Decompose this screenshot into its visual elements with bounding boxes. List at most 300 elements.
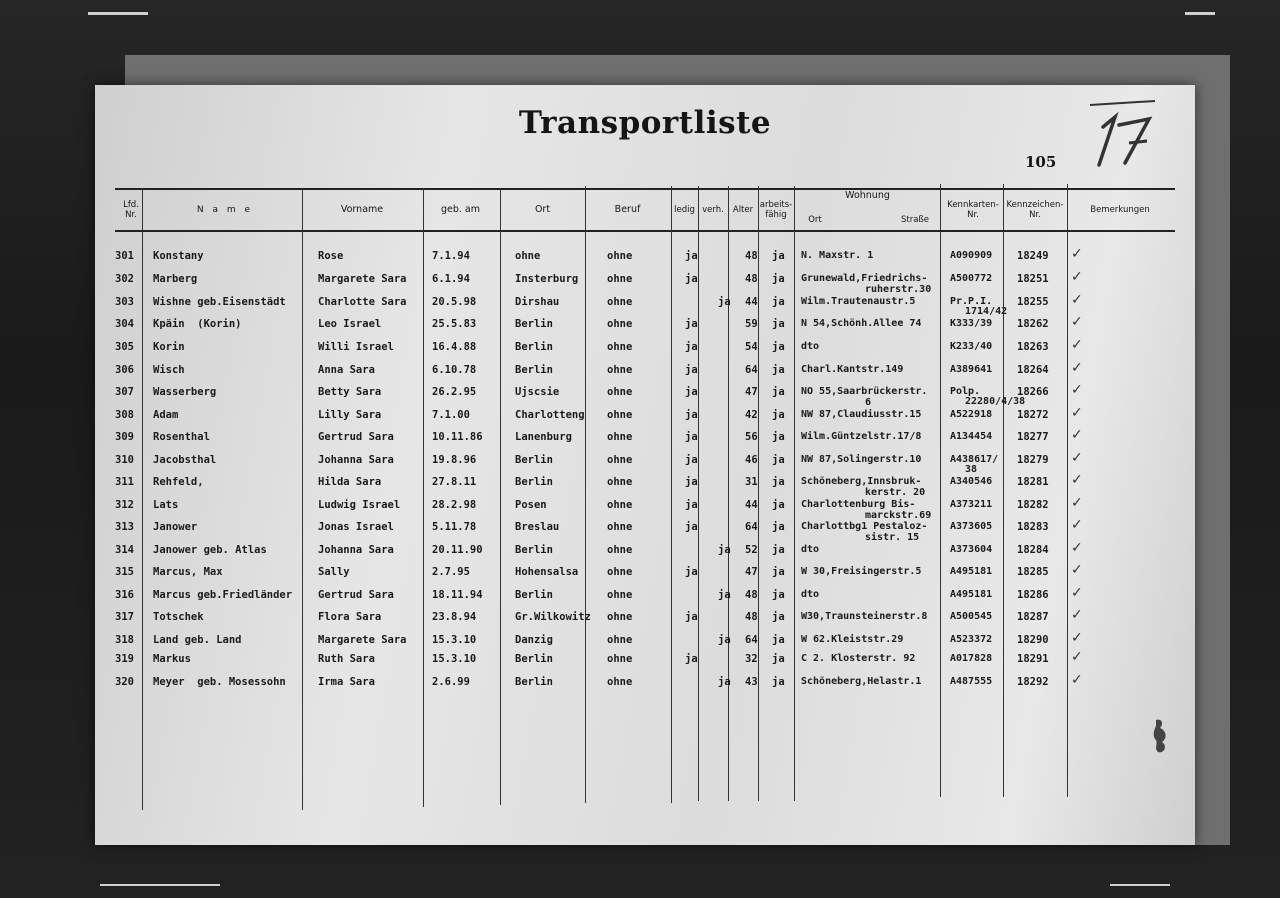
cell-geb: 18.11.94 <box>432 589 483 601</box>
cell-wohnung: W 30,Freisingerstr.5 <box>801 566 922 577</box>
cell-vorname: Irma Sara <box>318 676 375 688</box>
cell-arb: ja <box>772 364 785 376</box>
cell-name: Land geb. Land <box>153 634 242 646</box>
cell-kk: Polp. <box>950 386 981 397</box>
cell-vorname: Gertrud Sara <box>318 431 394 443</box>
column-rule <box>142 190 143 810</box>
cell-beruf: ohne <box>607 386 633 398</box>
cell-name: Wisch <box>153 364 185 376</box>
cell-nr: 312 <box>115 499 134 511</box>
cell-ledig: ja <box>685 499 698 511</box>
cell-alter: 64 <box>745 521 758 533</box>
cell-alter: 59 <box>745 318 758 330</box>
cell-kk: K233/40 <box>950 341 993 352</box>
cell-wohnung: NW 87,Solingerstr.10 <box>801 454 922 465</box>
cell-kk: A090909 <box>950 250 993 261</box>
cell-arb: ja <box>772 409 785 421</box>
cell-geb: 23.8.94 <box>432 611 477 623</box>
cell-vorname: Jonas Israel <box>318 521 394 533</box>
cell-ort: Berlin <box>515 341 553 353</box>
cell-kz: 18266 <box>1017 386 1049 398</box>
cell-vorname: Gertrud Sara <box>318 589 394 601</box>
cell-alter: 48 <box>745 273 758 285</box>
cell-nr: 304 <box>115 318 134 330</box>
header-lfd-nr: Lfd. Nr. <box>123 200 139 220</box>
cell-beruf: ohne <box>607 318 633 330</box>
cell-verh: ja <box>718 589 731 601</box>
cell-geb: 15.3.10 <box>432 653 477 665</box>
cell-name: Wasserberg <box>153 386 217 398</box>
cell-alter: 56 <box>745 431 758 443</box>
header-geb-am: geb. am <box>440 204 481 215</box>
cell-wohnung: Schöneberg,Helastr.1 <box>801 676 922 687</box>
cell-geb: 5.11.78 <box>432 521 477 533</box>
check-mark-icon: ✓ <box>1071 495 1083 511</box>
cell-arb: ja <box>772 341 785 353</box>
cell-kz: 18290 <box>1017 634 1049 646</box>
column-rule <box>698 186 699 801</box>
check-mark-icon: ✓ <box>1071 246 1083 262</box>
cell-beruf: ohne <box>607 364 633 376</box>
cell-name: Totschek <box>153 611 204 623</box>
cell-geb: 10.11.86 <box>432 431 483 443</box>
cell-wohnung-line2: kerstr. 20 <box>865 487 926 498</box>
cell-alter: 52 <box>745 544 758 556</box>
check-mark-icon: ✓ <box>1071 269 1083 285</box>
cell-name: Rosenthal <box>153 431 210 443</box>
cell-vorname: Betty Sara <box>318 386 382 398</box>
cell-alter: 47 <box>745 566 758 578</box>
cell-ledig: ja <box>685 409 698 421</box>
header-alter: Alter <box>732 205 754 215</box>
cell-name: Markus <box>153 653 191 665</box>
cell-beruf: ohne <box>607 273 633 285</box>
header-ledig: ledig <box>674 205 695 215</box>
cell-alter: 44 <box>745 296 758 308</box>
cell-alter: 48 <box>745 611 758 623</box>
cell-nr: 316 <box>115 589 134 601</box>
cell-vorname: Ludwig Israel <box>318 499 401 511</box>
cell-kz: 18285 <box>1017 566 1049 578</box>
cell-ort: Berlin <box>515 653 553 665</box>
column-rule <box>302 190 303 810</box>
check-mark-icon: ✓ <box>1071 472 1083 488</box>
cell-name: Meyer geb. Mosessohn <box>153 676 286 688</box>
cell-name: Rehfeld, <box>153 476 204 488</box>
cell-ort: Ujscsie <box>515 386 560 398</box>
cell-kz: 18291 <box>1017 653 1049 665</box>
cell-wohnung: C 2. Klosterstr. 92 <box>801 653 916 664</box>
check-mark-icon: ✓ <box>1071 450 1083 466</box>
cell-alter: 64 <box>745 634 758 646</box>
header-ort: Ort <box>534 204 551 215</box>
cell-arb: ja <box>772 250 785 262</box>
column-rule <box>1003 184 1004 797</box>
cell-ort: Berlin <box>515 476 553 488</box>
cell-geb: 7.1.94 <box>432 250 470 262</box>
cell-wohnung: dto <box>801 341 820 352</box>
cell-kz: 18279 <box>1017 454 1049 466</box>
cell-beruf: ohne <box>607 589 633 601</box>
cell-kk: A017828 <box>950 653 993 664</box>
cell-nr: 311 <box>115 476 134 488</box>
cell-kk: A373604 <box>950 544 993 555</box>
film-edge-mark <box>1110 884 1170 886</box>
cell-kk: A522918 <box>950 409 993 420</box>
cell-wohnung-line2: sistr. 15 <box>865 532 920 543</box>
cell-arb: ja <box>772 431 785 443</box>
cell-alter: 32 <box>745 653 758 665</box>
cell-nr: 319 <box>115 653 134 665</box>
cell-beruf: ohne <box>607 634 633 646</box>
cell-ledig: ja <box>685 431 698 443</box>
cell-geb: 20.11.90 <box>432 544 483 556</box>
cell-nr: 303 <box>115 296 134 308</box>
cell-arb: ja <box>772 386 785 398</box>
cell-kk: A373211 <box>950 499 993 510</box>
cell-geb: 7.1.00 <box>432 409 470 421</box>
cell-kk: A495181 <box>950 566 993 577</box>
cell-ledig: ja <box>685 318 698 330</box>
cell-kz: 18264 <box>1017 364 1049 376</box>
cell-arb: ja <box>772 454 785 466</box>
cell-wohnung: Charlottbg1 Pestaloz- <box>801 521 928 532</box>
cell-alter: 54 <box>745 341 758 353</box>
cell-nr: 310 <box>115 454 134 466</box>
check-mark-icon: ✓ <box>1071 649 1083 665</box>
cell-vorname: Lilly Sara <box>318 409 382 421</box>
cell-kk: A373605 <box>950 521 993 532</box>
cell-arb: ja <box>772 273 785 285</box>
cell-alter: 43 <box>745 676 758 688</box>
cell-beruf: ohne <box>607 296 633 308</box>
cell-ort: Dirshau <box>515 296 560 308</box>
column-rule <box>728 186 729 801</box>
cell-kz: 18292 <box>1017 676 1049 688</box>
cell-ort: Berlin <box>515 454 553 466</box>
cell-vorname: Leo Israel <box>318 318 382 330</box>
cell-nr: 317 <box>115 611 134 623</box>
cell-wohnung-line2: 6 <box>865 397 872 408</box>
header-strasse: Straße <box>900 215 929 225</box>
cell-beruf: ohne <box>607 653 633 665</box>
cell-kz: 18277 <box>1017 431 1049 443</box>
cell-name: Marberg <box>153 273 198 285</box>
cell-name: Janower <box>153 521 198 533</box>
header-name: N a m e <box>196 205 254 215</box>
column-rule <box>940 184 941 797</box>
cell-vorname: Anna Sara <box>318 364 375 376</box>
cell-wohnung-line2: marckstr.69 <box>865 510 932 521</box>
cell-arb: ja <box>772 521 785 533</box>
cell-wohnung: Charl.Kantstr.149 <box>801 364 904 375</box>
cell-kk: A523372 <box>950 634 993 645</box>
cell-wohnung: N. Maxstr. 1 <box>801 250 874 261</box>
header-vorname: Vorname <box>340 204 384 215</box>
cell-vorname: Sally <box>318 566 350 578</box>
cell-alter: 48 <box>745 250 758 262</box>
document-title: Transportliste <box>518 105 772 141</box>
column-rule <box>758 186 759 801</box>
cell-alter: 44 <box>745 499 758 511</box>
cell-kz: 18249 <box>1017 250 1049 262</box>
cell-vorname: Willi Israel <box>318 341 394 353</box>
cell-name: Janower geb. Atlas <box>153 544 267 556</box>
header-bottom-rule <box>115 230 1175 232</box>
cell-nr: 318 <box>115 634 134 646</box>
cell-beruf: ohne <box>607 341 633 353</box>
cell-kz: 18286 <box>1017 589 1049 601</box>
column-rule <box>423 188 424 807</box>
film-edge-mark <box>100 884 220 886</box>
cell-name: Marcus geb.Friedländer <box>153 589 293 601</box>
cell-kk-line2: 38 <box>965 464 978 475</box>
check-mark-icon: ✓ <box>1071 360 1083 376</box>
cell-arb: ja <box>772 634 785 646</box>
check-mark-icon: ✓ <box>1071 540 1083 556</box>
cell-nr: 302 <box>115 273 134 285</box>
cell-name: Korin <box>153 341 185 353</box>
cell-wohnung: Schöneberg,Innsbruk- <box>801 476 922 487</box>
cell-ledig: ja <box>685 454 698 466</box>
cell-arb: ja <box>772 476 785 488</box>
cell-ort: Berlin <box>515 318 553 330</box>
cell-kz: 18282 <box>1017 499 1049 511</box>
cell-wohnung: W 62.Kleiststr.29 <box>801 634 904 645</box>
cell-ledig: ja <box>685 386 698 398</box>
cell-arb: ja <box>772 611 785 623</box>
cell-ledig: ja <box>685 250 698 262</box>
cell-ort: Lanenburg <box>515 431 572 443</box>
cell-beruf: ohne <box>607 250 633 262</box>
cell-geb: 28.2.98 <box>432 499 477 511</box>
cell-ledig: ja <box>685 653 698 665</box>
check-mark-icon: ✓ <box>1071 672 1083 688</box>
header-verh: verh. <box>702 205 724 215</box>
cell-nr: 320 <box>115 676 134 688</box>
cell-vorname: Hilda Sara <box>318 476 382 488</box>
cell-vorname: Margarete Sara <box>318 634 407 646</box>
cell-ort: Berlin <box>515 364 553 376</box>
film-edge-mark <box>88 12 148 15</box>
cell-arb: ja <box>772 318 785 330</box>
cell-nr: 315 <box>115 566 134 578</box>
cell-wohnung: Wilm.Güntzelstr.17/8 <box>801 431 922 442</box>
cell-beruf: ohne <box>607 544 633 556</box>
header-wohnung-label: Wohnung <box>845 190 890 201</box>
cell-wohnung: Wilm.Trautenaustr.5 <box>801 296 916 307</box>
header-arbeitsfaehig: arbeits- fähig <box>759 200 793 220</box>
cell-ledig: ja <box>685 273 698 285</box>
cell-name: Marcus, Max <box>153 566 223 578</box>
cell-kk: A438617/ <box>950 454 999 465</box>
cell-ledig: ja <box>685 611 698 623</box>
cell-ort: Berlin <box>515 589 553 601</box>
cell-wohnung-line2: ruherstr.30 <box>865 284 932 295</box>
cell-arb: ja <box>772 544 785 556</box>
cell-geb: 20.5.98 <box>432 296 477 308</box>
cell-name: Wishne geb.Eisenstädt <box>153 296 286 308</box>
cell-ledig: ja <box>685 521 698 533</box>
cell-ort: Posen <box>515 499 547 511</box>
cell-ort: Insterburg <box>515 273 579 285</box>
check-mark-icon: ✓ <box>1071 382 1083 398</box>
cell-geb: 2.6.99 <box>432 676 470 688</box>
cell-kz: 18284 <box>1017 544 1049 556</box>
cell-geb: 25.5.83 <box>432 318 477 330</box>
cell-ort: Danzig <box>515 634 553 646</box>
cell-geb: 27.8.11 <box>432 476 477 488</box>
cell-kz: 18283 <box>1017 521 1049 533</box>
cell-geb: 2.7.95 <box>432 566 470 578</box>
cell-geb: 6.1.94 <box>432 273 470 285</box>
page-number: 105 <box>1025 153 1057 171</box>
cell-geb: 6.10.78 <box>432 364 477 376</box>
cell-verh: ja <box>718 544 731 556</box>
cell-vorname: Rose <box>318 250 344 262</box>
cell-nr: 308 <box>115 409 134 421</box>
cell-ort: Berlin <box>515 544 553 556</box>
cell-ort: Berlin <box>515 676 553 688</box>
check-mark-icon: ✓ <box>1071 630 1083 646</box>
handwritten-number <box>1085 97 1165 167</box>
cell-alter: 31 <box>745 476 758 488</box>
cell-kk: K333/39 <box>950 318 993 329</box>
cell-beruf: ohne <box>607 676 633 688</box>
cell-alter: 48 <box>745 589 758 601</box>
cell-verh: ja <box>718 296 731 308</box>
cell-arb: ja <box>772 566 785 578</box>
column-rule <box>1067 184 1068 797</box>
column-rule <box>500 188 501 805</box>
cell-name: Adam <box>153 409 179 421</box>
cell-wohnung: NO 55,Saarbrückerstr. <box>801 386 928 397</box>
header-kennkarten: Kennkarten- Nr. <box>947 200 999 220</box>
cell-name: Jacobsthal <box>153 454 217 466</box>
cell-name: Konstany <box>153 250 204 262</box>
cell-kz: 18263 <box>1017 341 1049 353</box>
cell-name: Kpäin (Korin) <box>153 318 242 330</box>
cell-beruf: ohne <box>607 476 633 488</box>
cell-kk: A340546 <box>950 476 993 487</box>
cell-kz: 18281 <box>1017 476 1049 488</box>
cell-verh: ja <box>718 676 731 688</box>
cell-nr: 301 <box>115 250 134 262</box>
cell-kz: 18262 <box>1017 318 1049 330</box>
cell-nr: 309 <box>115 431 134 443</box>
cell-vorname: Flora Sara <box>318 611 382 623</box>
header-beruf: Beruf <box>614 204 641 215</box>
check-mark-icon: ✓ <box>1071 292 1083 308</box>
cell-vorname: Charlotte Sara <box>318 296 407 308</box>
header-top-rule <box>115 188 1175 190</box>
cell-wohnung: NW 87,Claudiusstr.15 <box>801 409 922 420</box>
cell-beruf: ohne <box>607 499 633 511</box>
cell-ort: Charlotteng <box>515 409 585 421</box>
cell-beruf: ohne <box>607 521 633 533</box>
check-mark-icon: ✓ <box>1071 314 1083 330</box>
cell-nr: 307 <box>115 386 134 398</box>
cell-geb: 15.3.10 <box>432 634 477 646</box>
cell-ledig: ja <box>685 566 698 578</box>
cell-kk: A487555 <box>950 676 993 687</box>
cell-alter: 64 <box>745 364 758 376</box>
cell-geb: 19.8.96 <box>432 454 477 466</box>
check-mark-icon: ✓ <box>1071 562 1083 578</box>
film-edge-mark <box>1185 12 1215 15</box>
ink-blot <box>1150 718 1172 756</box>
cell-arb: ja <box>772 499 785 511</box>
cell-beruf: ohne <box>607 454 633 466</box>
cell-vorname: Ruth Sara <box>318 653 375 665</box>
cell-beruf: ohne <box>607 431 633 443</box>
cell-ort: Breslau <box>515 521 560 533</box>
cell-kz: 18287 <box>1017 611 1049 623</box>
check-mark-icon: ✓ <box>1071 337 1083 353</box>
cell-ort: Hohensalsa <box>515 566 579 578</box>
cell-nr: 313 <box>115 521 134 533</box>
cell-nr: 314 <box>115 544 134 556</box>
cell-kz: 18251 <box>1017 273 1049 285</box>
cell-beruf: ohne <box>607 409 633 421</box>
column-rule <box>794 186 795 801</box>
cell-name: Lats <box>153 499 179 511</box>
cell-vorname: Margarete Sara <box>318 273 407 285</box>
cell-kk: A389641 <box>950 364 993 375</box>
cell-vorname: Johanna Sara <box>318 454 394 466</box>
column-rule <box>585 186 586 803</box>
check-mark-icon: ✓ <box>1071 607 1083 623</box>
cell-arb: ja <box>772 676 785 688</box>
cell-wohnung: Charlottenburg Bis- <box>801 499 916 510</box>
cell-vorname: Johanna Sara <box>318 544 394 556</box>
cell-ort: ohne <box>515 250 541 262</box>
cell-ledig: ja <box>685 476 698 488</box>
cell-arb: ja <box>772 589 785 601</box>
cell-alter: 42 <box>745 409 758 421</box>
header-bemerkungen: Bemerkungen <box>1090 205 1150 215</box>
cell-alter: 46 <box>745 454 758 466</box>
cell-alter: 47 <box>745 386 758 398</box>
column-rule <box>671 186 672 803</box>
cell-kk: A495181 <box>950 589 993 600</box>
cell-beruf: ohne <box>607 566 633 578</box>
check-mark-icon: ✓ <box>1071 427 1083 443</box>
cell-wohnung: dto <box>801 544 820 555</box>
cell-kz: 18272 <box>1017 409 1049 421</box>
cell-kz: 18255 <box>1017 296 1049 308</box>
header-kennzeichen: Kennzeichen- Nr. <box>1006 200 1064 220</box>
cell-kk-line2: 1714/42 <box>965 306 1008 317</box>
cell-nr: 305 <box>115 341 134 353</box>
cell-arb: ja <box>772 653 785 665</box>
cell-wohnung: Grunewald,Friedrichs- <box>801 273 928 284</box>
cell-ledig: ja <box>685 341 698 353</box>
cell-ort: Gr.Wilkowitz <box>515 611 591 623</box>
cell-arb: ja <box>772 296 785 308</box>
cell-geb: 16.4.88 <box>432 341 477 353</box>
cell-kk-line2: 22280/4/38 <box>965 396 1026 407</box>
cell-ledig: ja <box>685 364 698 376</box>
cell-wohnung: W30,Traunsteinerstr.8 <box>801 611 928 622</box>
cell-wohnung: N 54,Schönh.Allee 74 <box>801 318 922 329</box>
cell-wohnung: dto <box>801 589 820 600</box>
header-wohnung-ort: Ort <box>808 215 822 225</box>
transport-list-document <box>95 85 1195 845</box>
cell-geb: 26.2.95 <box>432 386 477 398</box>
cell-kk: A500545 <box>950 611 993 622</box>
cell-verh: ja <box>718 634 731 646</box>
